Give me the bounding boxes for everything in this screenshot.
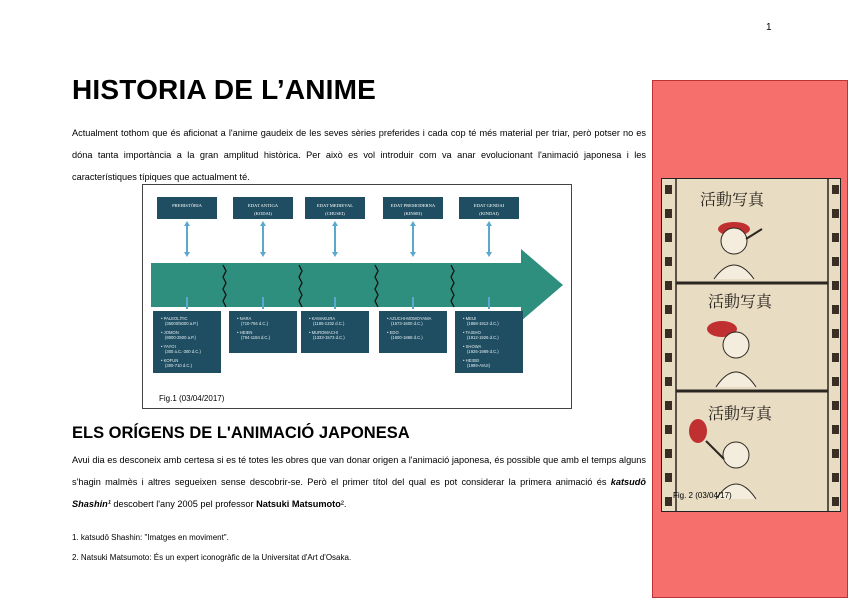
period-item: • EDO bbox=[387, 330, 399, 335]
timeline-figure bbox=[142, 184, 572, 409]
period-item-dates: (1600-1868 d.C.) bbox=[391, 335, 423, 340]
connector-top-head bbox=[332, 221, 338, 226]
page-title: HISTORIA DE L’ANIME bbox=[72, 74, 377, 105]
period-header-subtext: (CHUSEI) bbox=[325, 211, 345, 216]
connector-top-head bbox=[184, 252, 190, 257]
period-item-dates: (1989-AVUI) bbox=[467, 363, 490, 368]
period-item: • MEIJI bbox=[463, 316, 477, 321]
period-item-dates: (35000/5000 a.P.) bbox=[165, 321, 198, 326]
footnote-2: 2. Natsuki Matsumoto: És un expert iconogràfic de la Universitat d'Art d'Osaka. bbox=[72, 553, 352, 562]
professor-footnote-ref: ² bbox=[340, 499, 344, 509]
period-item: • TAISHO bbox=[463, 330, 481, 335]
period-item: • NARA bbox=[237, 316, 252, 321]
connector-top-head bbox=[260, 252, 266, 257]
timeline-arrow bbox=[151, 249, 563, 321]
film-footnote-ref: ¹ bbox=[107, 499, 111, 509]
period-header-text: EDAT PREMODERNA bbox=[390, 203, 436, 208]
period-item: • PALEOLÍTIC bbox=[161, 316, 188, 321]
footnote-1: 1. katsudō Shashin: "Imatges en moviment". bbox=[72, 533, 229, 542]
period-item-dates: (710-794 d.C.) bbox=[241, 321, 268, 326]
period-item-dates: (1868-1912 d.C.) bbox=[467, 321, 499, 326]
period-item: • SHOWA bbox=[463, 344, 482, 349]
timeline-diagram bbox=[143, 185, 573, 410]
svg-text:活動写真: 活動写真 bbox=[700, 190, 765, 209]
period-header-text: EDAT MEDIEVAL bbox=[316, 203, 354, 208]
period-item: • MUROMACHI bbox=[309, 330, 338, 335]
connector-top-head bbox=[260, 221, 266, 226]
period-header-box bbox=[157, 197, 217, 219]
period-item: • YAYOI bbox=[161, 344, 176, 349]
film-title: katsudō Shashin bbox=[72, 477, 646, 509]
origins-paragraph bbox=[72, 449, 646, 515]
connector-top-head bbox=[332, 252, 338, 257]
intro-paragraph: Actualment tothom que és aficionat a l'anime gaudeix de les seves sèries preferides i cada cop té més material per triar, però potser no es dóna tanta importància a la gran amplitud històrica. Per això es vol introduir com va anar evolucionant l'animació japonesa i les característiques típiques que actualment té. bbox=[72, 128, 646, 182]
origins-text-1: Avui dia es desconeix amb certesa si es té totes les obres que van donar origen a l'animació japonesa, és possible que amb el temps alguns s'hagin malmès i altres segueixen sense descobrir-se. Però el primer títol del qual es pot considerar la primera animació és bbox=[72, 455, 646, 487]
origins-text-2: descobert l'any 2005 pel professor bbox=[110, 499, 257, 509]
figure2-caption: Fig. 2 (03/04/17) bbox=[673, 491, 732, 500]
connector-top-head bbox=[410, 252, 416, 257]
period-item: • AZUCHI-MOMOYAMA bbox=[387, 316, 432, 321]
connector-top-head bbox=[410, 221, 416, 226]
period-header-text: EDAT GENDAI bbox=[473, 203, 505, 208]
period-header-text: EDAT ANTIGA bbox=[247, 203, 279, 208]
period-item-dates: (300-710 d.C.) bbox=[165, 363, 192, 368]
page-number: 1 bbox=[766, 22, 772, 33]
period-item-dates: (1926-1989 d.C.) bbox=[467, 349, 499, 354]
period-item-dates: (9000-2500 a.P.) bbox=[165, 335, 196, 340]
side-panel bbox=[652, 80, 848, 598]
period-item: • KOFUN bbox=[161, 358, 179, 363]
connector-top-head bbox=[184, 221, 190, 226]
period-item-dates: (300 a.C.-300 d.C.) bbox=[165, 349, 201, 354]
period-item-dates: (1333-1573 d.C.) bbox=[313, 335, 345, 340]
period-item-dates: (1573-1600 d.C.) bbox=[391, 321, 423, 326]
origins-text-3: . bbox=[343, 499, 347, 509]
period-header-text: PREHISTÒRIA bbox=[172, 203, 202, 208]
svg-text:活動写真: 活動写真 bbox=[708, 404, 773, 423]
figure1-caption: Fig.1 (03/04/2017) bbox=[159, 394, 225, 403]
period-item: • JOMON bbox=[161, 330, 179, 335]
period-header-subtext: (KINSEI) bbox=[403, 211, 423, 216]
connector-top-head bbox=[486, 221, 492, 226]
period-header-subtext: (KINDAI) bbox=[479, 211, 499, 216]
period-item: • KAMAKURA bbox=[309, 316, 336, 321]
period-item-dates: (794-1184 d.C.) bbox=[241, 335, 271, 340]
svg-text:活動写真: 活動写真 bbox=[708, 292, 773, 311]
period-item: • HEISEI bbox=[463, 358, 480, 363]
period-item: • HEIEN bbox=[237, 330, 253, 335]
professor-name: Natsuki Matsumoto bbox=[256, 499, 341, 509]
period-item-dates: (1185-1332 d.C.) bbox=[313, 321, 345, 326]
connector-top-head bbox=[486, 252, 492, 257]
section-title: ELS ORÍGENS DE L'ANIMACIÓ JAPONESA bbox=[72, 424, 410, 442]
film-strip-image bbox=[661, 178, 841, 512]
period-item-dates: (1912-1926 d.C.) bbox=[467, 335, 499, 340]
film-strip-illustration bbox=[662, 179, 841, 512]
period-header-subtext: (KODAI) bbox=[254, 211, 272, 216]
